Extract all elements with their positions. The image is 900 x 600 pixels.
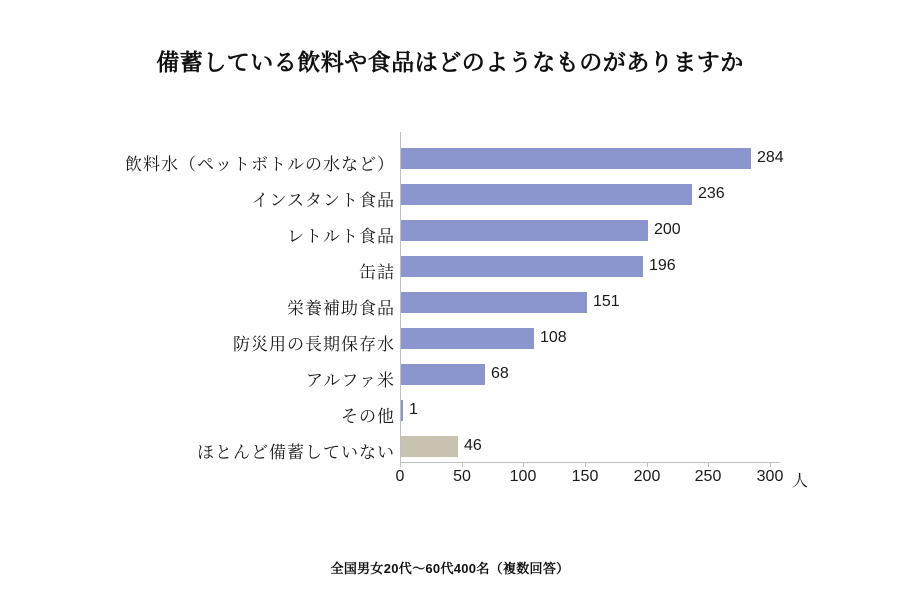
bar [401, 328, 534, 349]
bar-highlight [401, 436, 458, 457]
x-tick [462, 462, 463, 467]
bar-value: 284 [757, 149, 784, 166]
category-axis-labels [60, 132, 395, 462]
bar-value: 1 [409, 401, 418, 418]
category-label: 飲料水（ペットボトルの水など） [125, 155, 395, 174]
bar [401, 292, 587, 313]
category-label: インスタント食品 [251, 191, 395, 210]
bar-value: 151 [593, 293, 620, 310]
bar [401, 400, 403, 421]
x-tick-label: 50 [453, 468, 471, 485]
category-label: その他 [341, 407, 395, 426]
x-tick-label: 250 [694, 468, 722, 485]
chart-title: 備蓄している飲料や食品はどのようなものがありますか [156, 49, 744, 75]
bar-value: 200 [654, 221, 681, 238]
x-tick-label: 0 [395, 468, 405, 485]
chart-footnote: 全国男女20代～60代400名（複数回答） [330, 561, 570, 576]
x-tick-label: 100 [509, 468, 537, 485]
x-tick [523, 462, 524, 467]
bar [401, 256, 643, 277]
bars-area [395, 132, 809, 490]
x-tick [770, 462, 771, 467]
x-tick-label: 150 [571, 468, 599, 485]
x-axis-unit: 人 [792, 473, 809, 490]
bar [401, 220, 648, 241]
bar [401, 184, 692, 205]
x-tick-label: 200 [633, 468, 661, 485]
category-label: アルファ米 [306, 371, 395, 390]
x-tick [400, 462, 401, 467]
bar-value: 196 [649, 257, 676, 274]
bar-value: 68 [491, 365, 509, 382]
bar [401, 364, 485, 385]
category-label: 防災用の長期保存水 [233, 335, 395, 354]
category-label: レトルト食品 [287, 227, 395, 246]
bar [401, 148, 751, 169]
bar-value: 236 [698, 185, 725, 202]
plot-area [0, 120, 900, 500]
x-tick [708, 462, 709, 467]
x-tick-label: 300 [756, 468, 784, 485]
category-axis-line [400, 462, 780, 463]
x-tick [585, 462, 586, 467]
category-label: 缶詰 [359, 263, 395, 282]
bar-value: 46 [464, 437, 482, 454]
bar-value: 108 [540, 329, 567, 346]
category-label: 栄養補助食品 [287, 299, 395, 318]
category-label: ほとんど備蓄していない [197, 443, 395, 462]
x-tick [647, 462, 648, 467]
